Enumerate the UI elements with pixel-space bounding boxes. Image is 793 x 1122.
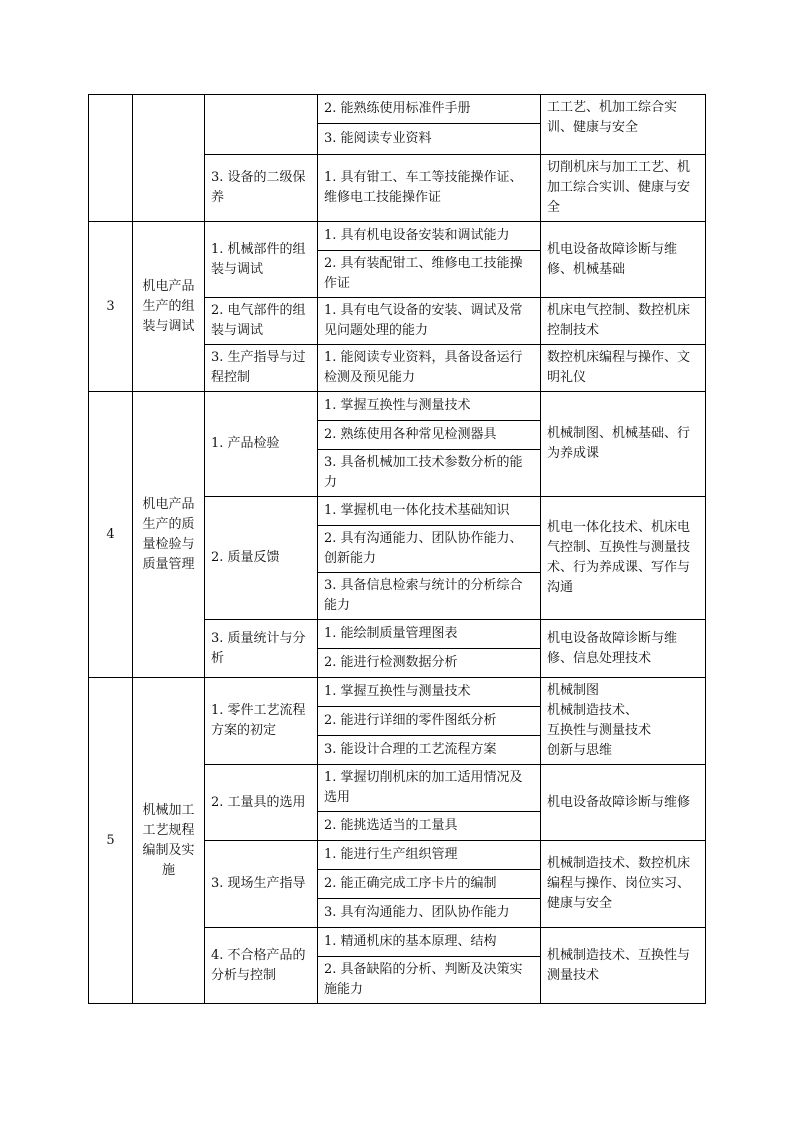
course-line: 机械制图 <box>547 683 600 698</box>
ability-cell: 1. 具有电气设备的安装、调试及常见问题处理的能力 <box>318 298 541 345</box>
task-cell: 1. 产品检验 <box>205 392 318 497</box>
course-cell: 切削机床与加工工艺、机加工综合实训、健康与安全 <box>541 155 706 222</box>
ability-cell: 1. 掌握互换性与测量技术 <box>318 678 541 707</box>
row-number-cell: 5 <box>89 678 133 1004</box>
course-cell: 机电一体化技术、机床电气控制、互换性与测量技术、行为养成课、写作与沟通 <box>541 497 706 620</box>
work-area-cell: 机械加工工艺规程编制及实施 <box>133 678 205 1004</box>
ability-cell: 2. 能进行详细的零件图纸分析 <box>318 707 541 736</box>
course-line: 创新与思维 <box>547 743 613 758</box>
ability-cell: 2. 具备缺陷的分析、判断及决策实施能力 <box>318 957 541 1004</box>
table-row <box>89 678 706 707</box>
work-area-cell: 机电产品生产的质量检验与质量管理 <box>133 392 205 678</box>
ability-cell: 1. 具有机电设备安装和调试能力 <box>318 222 541 251</box>
task-cell: 4. 不合格产品的分析与控制 <box>205 928 318 1004</box>
ability-cell: 3. 能阅读专业资料 <box>318 124 541 155</box>
task-cell: 3. 质量统计与分析 <box>205 620 318 678</box>
ability-cell: 2. 能挑选适当的工量具 <box>318 812 541 841</box>
table-row <box>89 392 706 421</box>
course-cell: 机械制造技术、数控机床编程与操作、岗位实习、健康与安全 <box>541 841 706 928</box>
task-cell: 3. 生产指导与过程控制 <box>205 345 318 392</box>
work-area-cell: 机电产品生产的组装与调试 <box>133 222 205 392</box>
ability-cell: 1. 掌握切削机床的加工适用情况及选用 <box>318 765 541 812</box>
ability-cell: 1. 精通机床的基本原理、结构 <box>318 928 541 957</box>
ability-cell: 2. 熟练使用各种常见检测器具 <box>318 421 541 450</box>
course-cell: 机床电气控制、数控机床控制技术 <box>541 298 706 345</box>
ability-cell: 2. 能熟练使用标准件手册 <box>318 95 541 124</box>
ability-cell: 1. 具有钳工、车工等技能操作证、维修电工技能操作证 <box>318 155 541 222</box>
ability-cell: 3. 具备信息检索与统计的分析综合能力 <box>318 573 541 620</box>
course-cell: 数控机床编程与操作、文明礼仪 <box>541 345 706 392</box>
task-cell: 1. 零件工艺流程方案的初定 <box>205 678 318 765</box>
ability-cell: 3. 具有沟通能力、团队协作能力 <box>318 899 541 928</box>
course-cell: 机电设备故障诊断与维修 <box>541 765 706 841</box>
ability-cell: 3. 能设计合理的工艺流程方案 <box>318 736 541 765</box>
task-cell: 2. 工量具的选用 <box>205 765 318 841</box>
course-cell: 机械制图、机械基础、行为养成课 <box>541 392 706 497</box>
table-row <box>89 95 706 124</box>
row-number-cell <box>89 95 133 222</box>
ability-cell: 2. 具有装配钳工、维修电工技能操作证 <box>318 251 541 298</box>
row-number-cell: 4 <box>89 392 133 678</box>
ability-cell: 1. 能进行生产组织管理 <box>318 841 541 870</box>
task-cell: 2. 质量反馈 <box>205 497 318 620</box>
curriculum-table <box>88 94 706 1004</box>
course-cell: 机械制造技术、互换性与测量技术 <box>541 928 706 1004</box>
table-row <box>89 222 706 251</box>
task-cell: 3. 现场生产指导 <box>205 841 318 928</box>
ability-cell: 3. 具备机械加工技术参数分析的能力 <box>318 450 541 497</box>
ability-cell: 1. 掌握互换性与测量技术 <box>318 392 541 421</box>
ability-cell: 1. 能绘制质量管理图表 <box>318 620 541 649</box>
ability-cell: 2. 能正确完成工序卡片的编制 <box>318 870 541 899</box>
task-cell: 2. 电气部件的组装与调试 <box>205 298 318 345</box>
ability-cell: 2. 能进行检测数据分析 <box>318 649 541 678</box>
course-cell: 机电设备故障诊断与维修、机械基础 <box>541 222 706 298</box>
course-cell: 机电设备故障诊断与维修、信息处理技术 <box>541 620 706 678</box>
task-cell: 1. 机械部件的组装与调试 <box>205 222 318 298</box>
course-line: 互换性与测量技术 <box>547 723 652 738</box>
row-number-cell: 3 <box>89 222 133 392</box>
course-cell <box>541 678 706 765</box>
task-cell <box>205 95 318 155</box>
ability-cell: 2. 具有沟通能力、团队协作能力、创新能力 <box>318 526 541 573</box>
course-cell: 工工艺、机加工综合实训、健康与安全 <box>541 95 706 155</box>
course-line: 机械制造技术、 <box>547 703 639 718</box>
ability-cell: 1. 能阅读专业资料，具备设备运行检测及预见能力 <box>318 345 541 392</box>
work-area-cell <box>133 95 205 222</box>
ability-cell: 1. 掌握机电一体化技术基础知识 <box>318 497 541 526</box>
task-cell: 3. 设备的二级保养 <box>205 155 318 222</box>
